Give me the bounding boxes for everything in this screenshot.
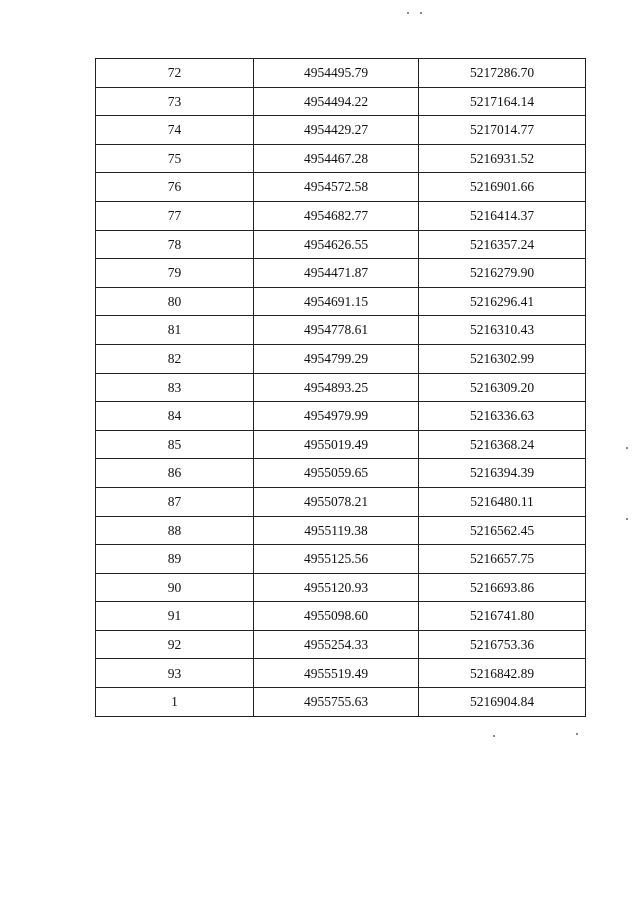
point-number-cell: 79 — [96, 259, 254, 288]
x-coordinate-cell: 4954471.87 — [254, 259, 419, 288]
point-number-cell: 74 — [96, 116, 254, 145]
table-row — [96, 688, 586, 717]
table-row — [96, 430, 586, 459]
y-coordinate-cell: 5216296.41 — [419, 287, 586, 316]
x-coordinate-cell: 4954979.99 — [254, 402, 419, 431]
point-number-cell: 83 — [96, 373, 254, 402]
table-row — [96, 659, 586, 688]
table-row — [96, 602, 586, 631]
scan-speck — [420, 12, 422, 14]
y-coordinate-cell: 5217286.70 — [419, 59, 586, 88]
x-coordinate-cell: 4954799.29 — [254, 344, 419, 373]
y-coordinate-cell: 5216394.39 — [419, 459, 586, 488]
table-row — [96, 516, 586, 545]
point-number-cell: 1 — [96, 688, 254, 717]
table-row — [96, 402, 586, 431]
y-coordinate-cell: 5216279.90 — [419, 259, 586, 288]
point-number-cell: 89 — [96, 545, 254, 574]
y-coordinate-cell: 5216931.52 — [419, 144, 586, 173]
y-coordinate-cell: 5216901.66 — [419, 173, 586, 202]
table-row — [96, 230, 586, 259]
table-row — [96, 573, 586, 602]
point-number-cell: 91 — [96, 602, 254, 631]
y-coordinate-cell: 5216310.43 — [419, 316, 586, 345]
point-number-cell: 88 — [96, 516, 254, 545]
scan-speck — [626, 518, 628, 520]
point-number-cell: 93 — [96, 659, 254, 688]
y-coordinate-cell: 5216753.36 — [419, 630, 586, 659]
x-coordinate-cell: 4954893.25 — [254, 373, 419, 402]
y-coordinate-cell: 5216414.37 — [419, 201, 586, 230]
x-coordinate-cell: 4954626.55 — [254, 230, 419, 259]
table-row — [96, 373, 586, 402]
point-number-cell: 90 — [96, 573, 254, 602]
table-row — [96, 116, 586, 145]
y-coordinate-cell: 5216904.84 — [419, 688, 586, 717]
point-number-cell: 75 — [96, 144, 254, 173]
x-coordinate-cell: 4955125.56 — [254, 545, 419, 574]
x-coordinate-cell: 4954572.58 — [254, 173, 419, 202]
point-number-cell: 77 — [96, 201, 254, 230]
table-row — [96, 459, 586, 488]
point-number-cell: 85 — [96, 430, 254, 459]
point-number-cell: 78 — [96, 230, 254, 259]
point-number-cell: 73 — [96, 87, 254, 116]
x-coordinate-cell: 4954682.77 — [254, 201, 419, 230]
y-coordinate-cell: 5217014.77 — [419, 116, 586, 145]
y-coordinate-cell: 5216336.63 — [419, 402, 586, 431]
point-number-cell: 84 — [96, 402, 254, 431]
x-coordinate-cell: 4954691.15 — [254, 287, 419, 316]
y-coordinate-cell: 5216842.89 — [419, 659, 586, 688]
x-coordinate-cell: 4955098.60 — [254, 602, 419, 631]
table-row — [96, 201, 586, 230]
x-coordinate-cell: 4954778.61 — [254, 316, 419, 345]
point-number-cell: 80 — [96, 287, 254, 316]
coordinates-table — [95, 58, 586, 717]
scan-speck — [493, 735, 495, 737]
x-coordinate-cell: 4954467.28 — [254, 144, 419, 173]
x-coordinate-cell: 4955254.33 — [254, 630, 419, 659]
table-row — [96, 487, 586, 516]
x-coordinate-cell: 4955059.65 — [254, 459, 419, 488]
point-number-cell: 72 — [96, 59, 254, 88]
x-coordinate-cell: 4955078.21 — [254, 487, 419, 516]
point-number-cell: 81 — [96, 316, 254, 345]
y-coordinate-cell: 5216657.75 — [419, 545, 586, 574]
table-row — [96, 344, 586, 373]
x-coordinate-cell: 4954495.79 — [254, 59, 419, 88]
x-coordinate-cell: 4955519.49 — [254, 659, 419, 688]
y-coordinate-cell: 5216368.24 — [419, 430, 586, 459]
coordinates-table-body — [96, 59, 586, 717]
table-row — [96, 259, 586, 288]
x-coordinate-cell: 4955755.63 — [254, 688, 419, 717]
scan-speck — [407, 12, 409, 14]
x-coordinate-cell: 4955120.93 — [254, 573, 419, 602]
y-coordinate-cell: 5217164.14 — [419, 87, 586, 116]
x-coordinate-cell: 4955019.49 — [254, 430, 419, 459]
y-coordinate-cell: 5216357.24 — [419, 230, 586, 259]
table-row — [96, 545, 586, 574]
point-number-cell: 92 — [96, 630, 254, 659]
point-number-cell: 86 — [96, 459, 254, 488]
x-coordinate-cell: 4954494.22 — [254, 87, 419, 116]
scan-speck — [576, 733, 578, 735]
point-number-cell: 87 — [96, 487, 254, 516]
y-coordinate-cell: 5216309.20 — [419, 373, 586, 402]
y-coordinate-cell: 5216480.11 — [419, 487, 586, 516]
x-coordinate-cell: 4954429.27 — [254, 116, 419, 145]
scan-speck — [626, 447, 628, 449]
point-number-cell: 76 — [96, 173, 254, 202]
table-row — [96, 316, 586, 345]
point-number-cell: 82 — [96, 344, 254, 373]
table-row — [96, 59, 586, 88]
y-coordinate-cell: 5216562.45 — [419, 516, 586, 545]
y-coordinate-cell: 5216693.86 — [419, 573, 586, 602]
table-row — [96, 144, 586, 173]
y-coordinate-cell: 5216741.80 — [419, 602, 586, 631]
table-row — [96, 173, 586, 202]
y-coordinate-cell: 5216302.99 — [419, 344, 586, 373]
x-coordinate-cell: 4955119.38 — [254, 516, 419, 545]
table-row — [96, 287, 586, 316]
table-row — [96, 630, 586, 659]
table-row — [96, 87, 586, 116]
